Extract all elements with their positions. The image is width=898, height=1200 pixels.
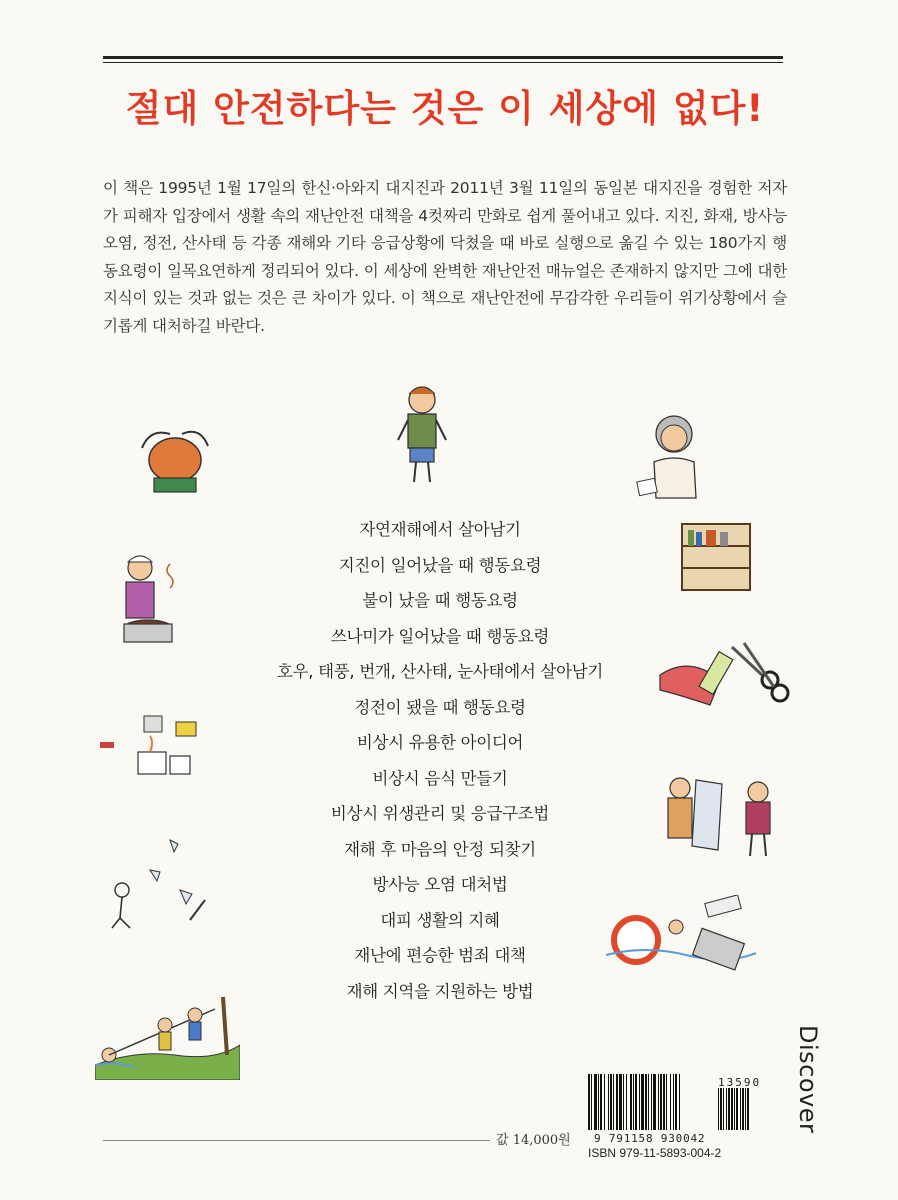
illustration-person-covering-head (130, 420, 220, 495)
contents-item: 재해 후 마음의 안정 되찾기 (344, 839, 536, 859)
contents-item: 비상시 위생관리 및 응급구조법 (330, 804, 550, 823)
illustration-tug-rescue (95, 995, 240, 1080)
contents-item: 호우, 태풍, 번개, 산사태, 눈사태에서 살아남기 (276, 662, 603, 681)
illustration-candles (98, 712, 208, 777)
barcode-addon-digits: 13590 (718, 1076, 762, 1089)
price: 값 14,000원 (496, 1133, 571, 1148)
publisher-name: Discover (794, 1025, 822, 1134)
contents-item: 불이 났을 때 행동요령 (362, 591, 518, 610)
contents-item: 비상시 음식 만들기 (372, 768, 508, 788)
illustration-cook-pot (110, 548, 190, 648)
headline: 절대 안전하다는 것은 이 세상에 없다! (125, 87, 765, 130)
contents-item: 재난에 편승한 범죄 대책 (354, 946, 526, 965)
contents-item: 대피 생활의 지혜 (380, 910, 500, 930)
price-rule (103, 1140, 490, 1141)
contents-item: 정전이 됐을 때 행동요령 (354, 697, 526, 717)
contents-item: 재해 지역을 지원하는 방법 (346, 981, 534, 1001)
illustration-bookshelf (680, 522, 752, 592)
publisher-logo (790, 1025, 830, 1155)
contents-item: 비상시 유용한 아이디어 (356, 733, 524, 752)
illustration-elderly-woman (634, 410, 704, 502)
illustration-flood-float (606, 895, 756, 975)
top-rule (103, 56, 783, 59)
contents-item: 방사능 오염 대처법 (372, 875, 508, 894)
illustration-debris-falling (100, 830, 215, 930)
top-rule-thin (103, 62, 783, 63)
illustration-people-rescue (660, 770, 790, 860)
isbn-number: ISBN 979-11-5893-004-2 (588, 1146, 722, 1160)
barcode-digits: 9 791158 930042 (594, 1132, 706, 1145)
illustration-scissors-tape (650, 635, 800, 715)
book-description: 이 책은 1995년 1월 17일의 한신·아와지 대지진과 2011년 3월 11일의 동일본 대지진을 경험한 저자가 피해자 입장에서 생활 속의 재난안전 대책을 4컷짜리 만화로 쉽게 풀어내고 있다. 지진, 화재, 방사능오염, 정전, 산사태 등 각종 재해와 기타 응급상황에 닥쳤을 때 바로 실행으로 옮길 수 있는 180가지 행동요령이 일목요연하게 정리되어 있다. 이 세상에 완벽한 재난안전 매뉴얼은 존재하지 않지만 그에 대한 지식이 있는 것과 없는 것은 큰 차이가 있다. 이 책으로 재난안전에 무감각한 우리들이 위기상황에서 슬기롭게 대처하길 바란다. (103, 179, 787, 335)
contents-item: 쓰나미가 일어났을 때 행동요령 (330, 626, 550, 646)
illustration-boy-vest (392, 382, 452, 487)
contents-list (255, 512, 625, 1009)
contents-item: 지진이 일어났을 때 행동요령 (338, 555, 542, 575)
contents-item: 자연재해에서 살아남기 (359, 520, 521, 539)
